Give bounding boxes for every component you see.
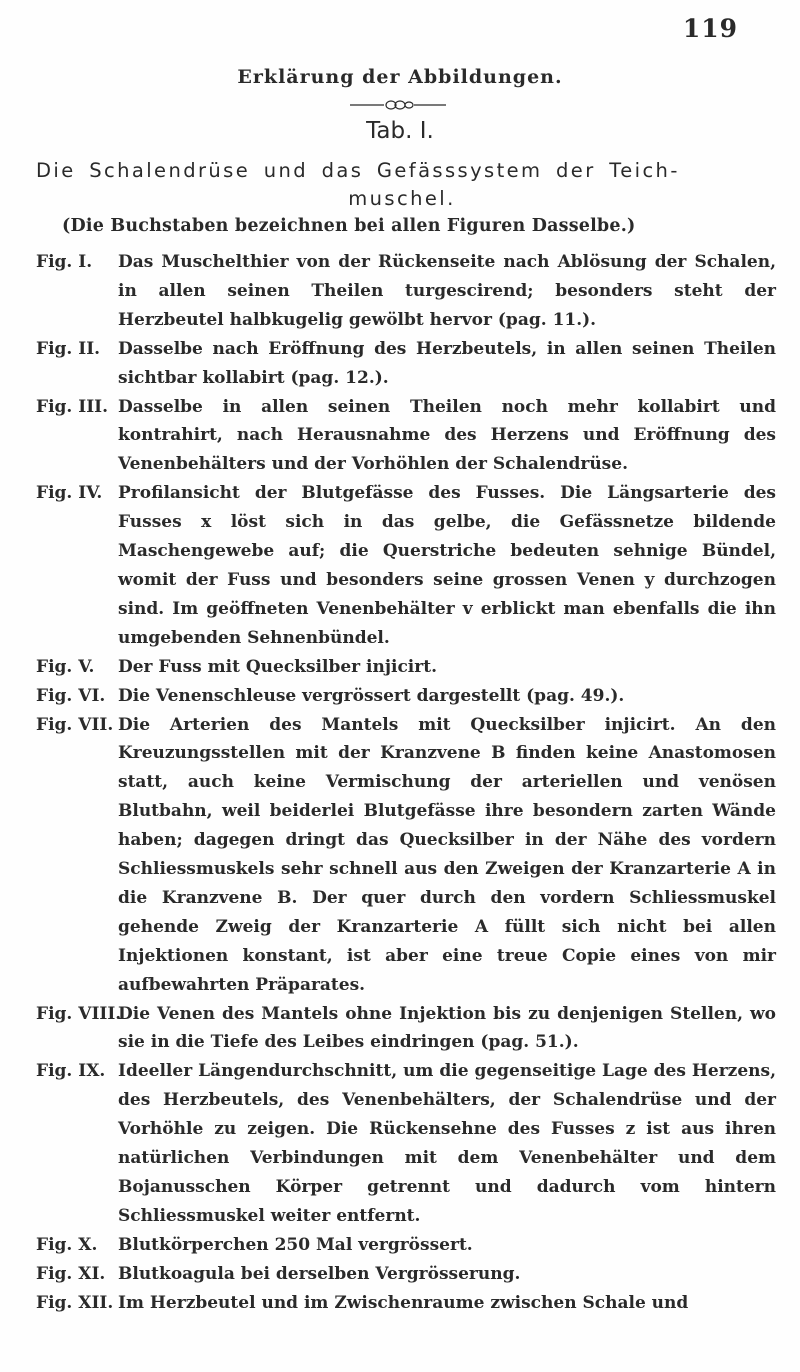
figure-label: Fig. IX. <box>36 1061 106 1082</box>
figure-entry <box>36 479 776 652</box>
figure-description: Blutkoagula bei derselben Vergrösserung. <box>118 1263 521 1284</box>
figure-entry <box>36 1000 776 1058</box>
figure-entry <box>36 248 776 335</box>
figure-label: Fig. XII. <box>36 1292 114 1313</box>
figure-description: Profilansicht der Blutgefässe des Fusses. Die Längsarterie des Fusses x löst sich in das gelbe, die Gefässnetze bildende Maschengewebe auf; die Querstriche bedeuten sehnige Bündel, womit der Fuss und besonders seine grossen Venen y durchzogen sind. Im geöffneten Venenbehälter v erblickt man ebenfalls die ihn umgebenden Sehnenbündel. <box>118 483 776 648</box>
figure-entry <box>36 1231 776 1260</box>
figure-description: Blutkörperchen 250 Mal vergrössert. <box>118 1234 473 1255</box>
section-title-line-2: muschel. <box>348 187 456 210</box>
figure-entry <box>36 1289 776 1318</box>
figure-entry <box>36 653 776 682</box>
figure-label: Fig. VII. <box>36 714 114 735</box>
figure-label: Fig. X. <box>36 1234 98 1255</box>
figure-entry <box>36 711 776 1000</box>
figure-description: Der Fuss mit Quecksilber injicirt. <box>118 656 437 677</box>
figure-entry <box>36 1260 776 1289</box>
figure-label: Fig. V. <box>36 656 95 677</box>
figure-entry <box>36 335 776 393</box>
figure-description: Dasselbe nach Eröffnung des Herzbeutels, in allen seinen Theilen sichtbar kollabirt (pag. 12.). <box>118 338 776 388</box>
figure-description: Ideeller Längendurchschnitt, um die gegenseitige Lage des Herzens, des Herzbeutels, des Venenbehälters, der Schalendrüse und der Vorhöhle zu zeigen. Die Rückensehne des Fusses z ist aus ihren natürlichen Verbindungen mit dem Venenbehälter und dem Bojanusschen Körper getrennt und dadurch vom hintern Schliessmuskel weiter entfernt. <box>118 1061 776 1226</box>
figure-entry <box>36 682 776 711</box>
legend-note: (Die Buchstaben bezeichnen bei allen Figuren Dasselbe.) <box>62 216 636 236</box>
section-title <box>36 157 768 213</box>
figure-entry <box>36 1057 776 1230</box>
figure-entry <box>36 393 776 480</box>
plate-label: Tab. I. <box>366 118 434 144</box>
figure-description: Die Venen des Mantels ohne Injektion bis zu denjenigen Stellen, wo sie in die Tiefe des Leibes eindringen (pag. 51.). <box>118 1003 776 1053</box>
figure-description: Das Muschelthier von der Rückenseite nach Ablösung der Schalen, in allen seinen Theilen turgescirend; besonders steht der Herzbeutel halbkugelig gewölbt hervor (pag. 11.). <box>118 252 776 330</box>
figure-description: Die Arterien des Mantels mit Quecksilber injicirt. An den Kreuzungsstellen mit der Kranzvene B finden keine Anastomosen statt, auch keine Vermischung der arteriellen und venösen Blutbahn, weil beiderlei Blutgefässe ihre besondern zarten Wände haben; dagegen dringt das Quecksilber in der Nähe des vordern Schliessmuskels sehr schnell aus den Zweigen der Kranzarterie A in die Kranzvene B. Der quer durch den vordern Schliessmuskel gehende Zweig der Kranzarterie A füllt sich nicht bei allen Injektionen konstant, ist aber eine treue Copie eines von mir aufbewahrten Präparates. <box>118 714 776 995</box>
figure-label: Fig. VI. <box>36 685 106 706</box>
figure-description: Die Venenschleuse vergrössert dargestellt (pag. 49.). <box>118 685 625 706</box>
figure-description: Dasselbe in allen seinen Theilen noch mehr kollabirt und kontrahirt, nach Herausnahme des Herzens und Eröffnung des Venenbehälters und der Vorhöhlen der Schalendrüse. <box>118 396 776 475</box>
figure-label: Fig. XI. <box>36 1263 106 1284</box>
page-number: 119 <box>682 14 738 43</box>
figure-list <box>36 248 776 1318</box>
section-title-line-1: Die Schalendrüse und das Gefässsystem der Teich- <box>36 159 680 182</box>
ornament-flourish-icon <box>348 98 448 112</box>
figure-description: Im Herzbeutel und im Zwischenraume zwischen Schale und <box>118 1292 689 1313</box>
figure-label: Fig. IV. <box>36 483 103 504</box>
page-heading: Erklärung der Abbildungen. <box>237 66 563 88</box>
figure-label: Fig. VIII. <box>36 1003 122 1024</box>
figure-label: Fig. II. <box>36 338 101 359</box>
figure-label: Fig. I. <box>36 252 93 272</box>
figure-label: Fig. III. <box>36 396 109 417</box>
